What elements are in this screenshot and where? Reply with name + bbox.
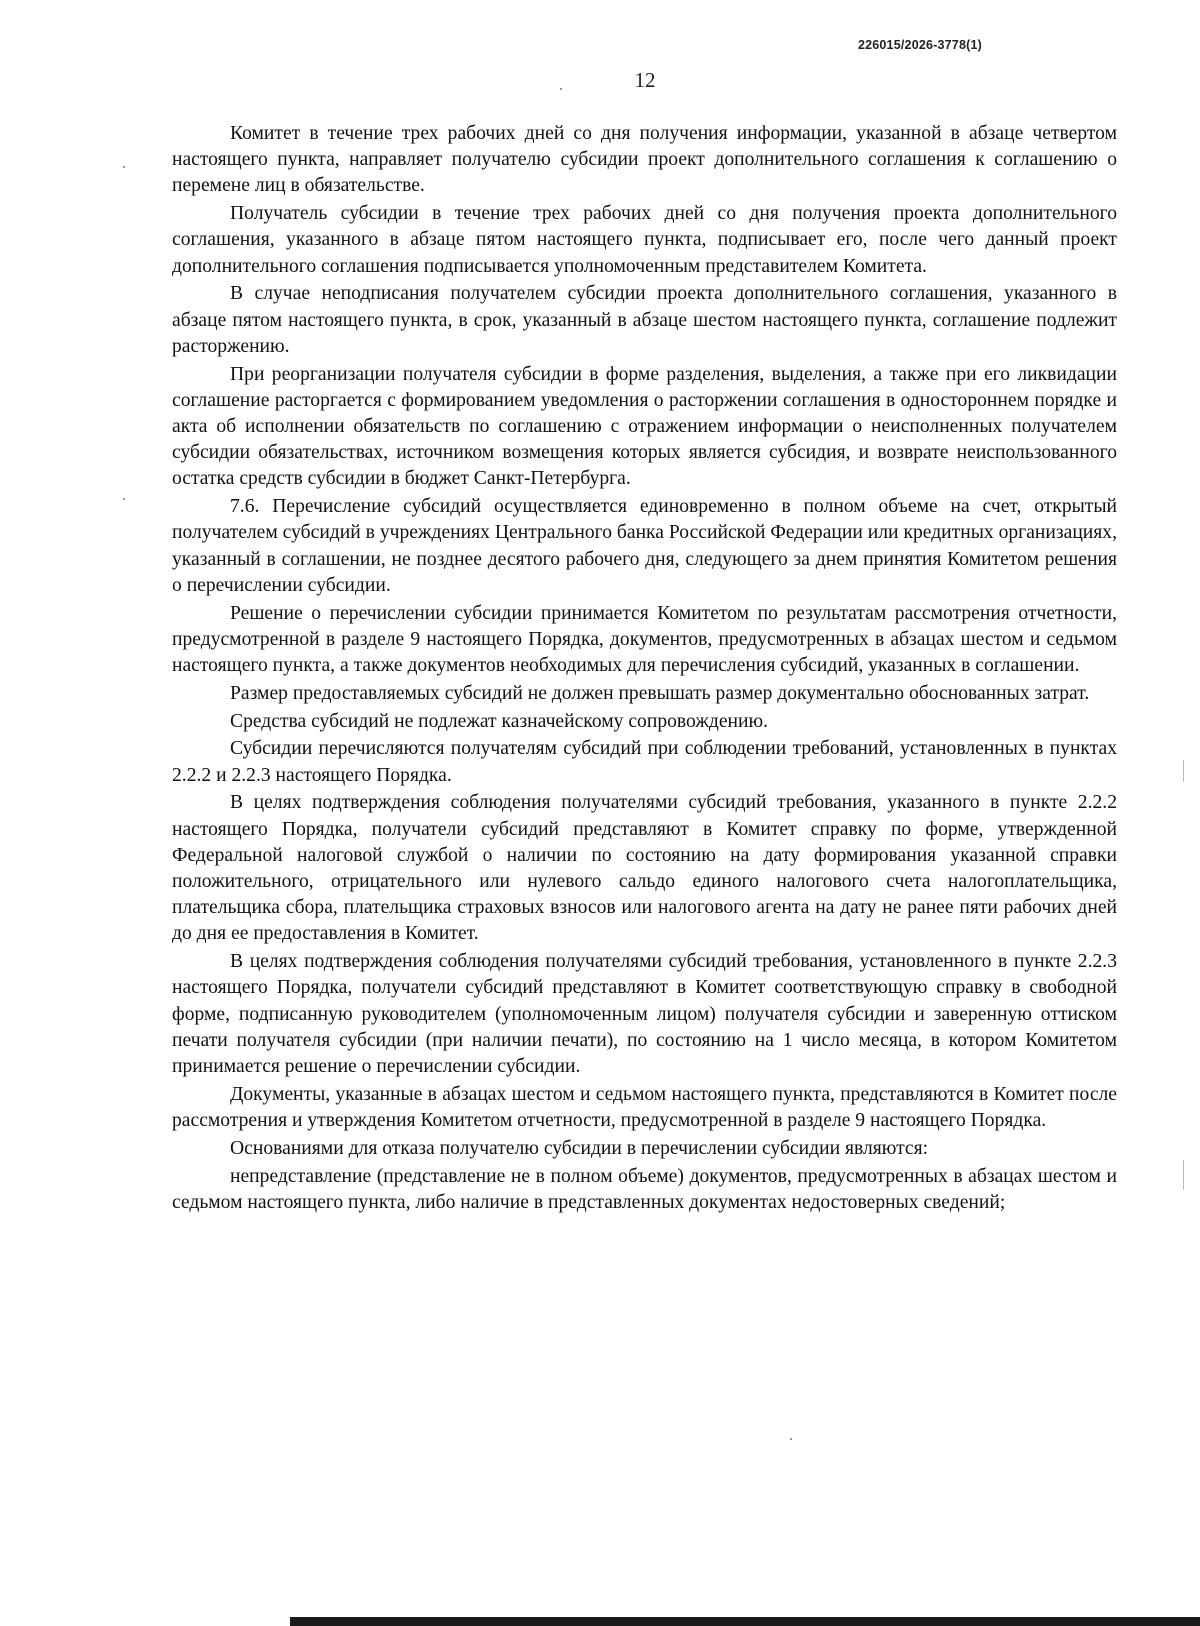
paragraph: Субсидии перечисляются получателям субсидий при соблюдении требований, установленных в пунктах 2.2.2 и 2.2.3 настоящего Порядка. xyxy=(172,738,1117,786)
paragraph: В целях подтверждения соблюдения получателями субсидий требования, указанного в пункте 2.2.2 настоящего Порядка, получатели субсидий представляют в Комитет справку по форме, утвержденной Федеральной налоговой службой о наличии по состоянию на дату формирования указанной справки положительного, отрицательного или нулевого сальдо единого налогового счета налогоплательщика, плательщика сбора, плательщика страховых взносов или налогового агента на дату не ранее пяти рабочих дней до дня ее предоставления в Комитет. xyxy=(172,792,1117,945)
paragraph: Получатель субсидии в течение трех рабочих дней со дня получения проекта дополнительного соглашения, указанного в абзаце пятом настоящего пункта, подписывает его, после чего данный проект дополнительного соглашения подписывается уполномоченным представителем Комитета. xyxy=(172,203,1117,277)
paragraph: Средства субсидий не подлежат казначейскому сопровождению. xyxy=(230,710,769,732)
scan-speck xyxy=(123,166,125,168)
paragraph: В случае неподписания получателем субсидии проекта дополнительного соглашения, указанного в абзаце пятом настоящего пункта, в срок, указанный в абзаце шестом настоящего пункта, соглашение подлежит расторжению. xyxy=(172,283,1117,357)
paragraph: Размер предоставляемых субсидий не должен превышать размер документально обоснованных затрат. xyxy=(230,682,1090,704)
document-body xyxy=(172,121,1117,1218)
paragraph: Документы, указанные в абзацах шестом и седьмом настоящего пункта, представляются в Комитет после рассмотрения и утверждения Комитетом отчетности, предусмотренной в разделе 9 настоящего Порядка. xyxy=(172,1083,1117,1132)
scan-artifact-line xyxy=(1183,760,1184,782)
paragraph: В целях подтверждения соблюдения получателями субсидий требования, установленного в пункте 2.2.3 настоящего Порядка, получатели субсидий представляют в Комитет соответствующую справку в свободной форме, подписанную руководителем (уполномоченным лицом) получателя субсидии и заверенную оттиском печати получателя субсидии (при наличии печати), по состоянию на 1 число месяца, в котором Комитетом принимается решение о перечислении субсидии. xyxy=(172,951,1117,1078)
scan-bottom-edge xyxy=(290,1617,1200,1626)
paragraph: непредставление (представление не в полном объеме) документов, предусмотренных в абзацах шестом и седьмом настоящего пункта, либо наличие в представленных документах недостоверных сведений; xyxy=(172,1165,1117,1213)
scan-speck xyxy=(123,498,125,500)
scan-speck xyxy=(560,88,562,90)
paragraph: Основаниями для отказа получателю субсидии в перечислении субсидии являются: xyxy=(230,1137,929,1159)
page-number: 12 xyxy=(634,68,656,92)
scan-artifact-line xyxy=(1183,1160,1184,1190)
scan-speck xyxy=(790,1438,792,1440)
paragraph: Решение о перечислении субсидии принимается Комитетом по результатам рассмотрения отчетности, предусмотренной в разделе 9 настоящего Порядка, документов, предусмотренных в абзацах шестом и седьмом настоящего пункта, а также документов необходимых для перечисления субсидий, указанных в соглашении. xyxy=(172,602,1117,677)
paragraph: Комитет в течение трех рабочих дней со дня получения информации, указанной в абзаце четвертом настоящего пункта, направляет получателю субсидии проект дополнительного соглашения к соглашению о перемене лиц в обязательстве. xyxy=(172,123,1117,197)
paragraph: При реорганизации получателя субсидии в форме разделения, выделения, а также при его ликвидации соглашение расторгается с формированием уведомления о расторжении соглашения в одностороннем порядке и акта об исполнении обязательств по соглашению с отражением информации о неисполненных получателем субсидии обязательствах, источником возмещения которых является субсидия, и возврате неиспользованного остатка средств субсидии в бюджет Санкт-Петербурга. xyxy=(172,363,1117,490)
document-registration-number: 226015/2026-3778(1) xyxy=(857,38,982,52)
paragraph-section-7-6: 7.6. Перечисление субсидий осуществляется единовременно в полном объеме на счет, открытый получателем субсидий в учреждениях Центрального банка Российской Федерации или кредитных организациях, указанный в соглашении, не позднее десятого рабочего дня, следующего за днем принятия Комитетом решения о перечислении субсидии. xyxy=(172,496,1117,596)
